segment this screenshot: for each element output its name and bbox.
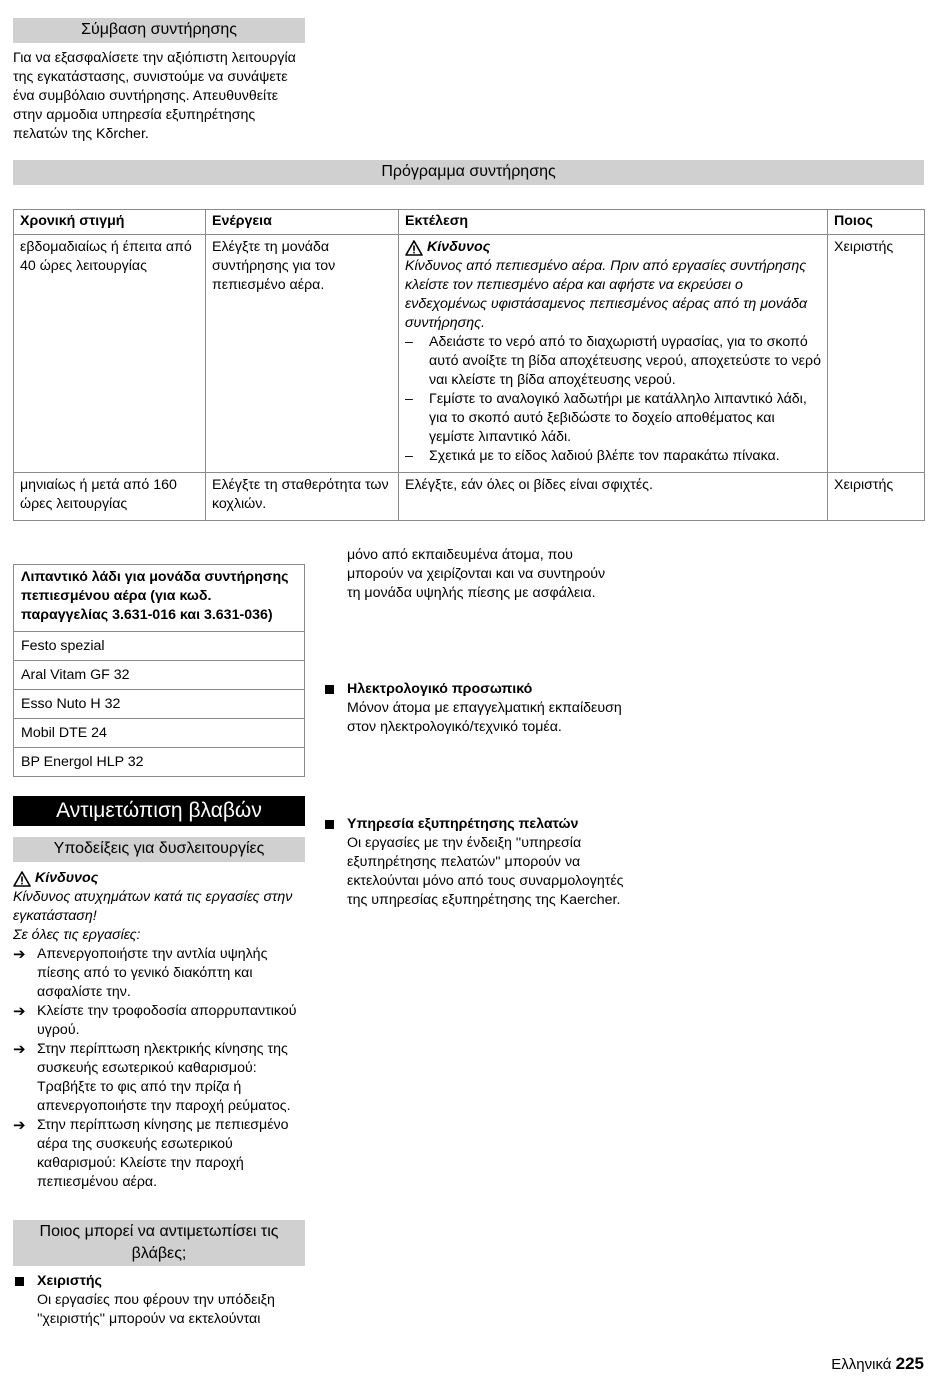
operator-block — [13, 1272, 305, 1329]
lubricant-oil-table — [13, 564, 305, 777]
square-bullet-icon — [15, 1277, 24, 1286]
safety-steps — [13, 945, 305, 1192]
maintenance-steps — [405, 333, 821, 466]
arrow-right-icon: ➔ — [13, 1117, 26, 1134]
chapter-title-troubleshooting: Αντιμετώπιση βλαβών — [13, 796, 305, 826]
operator-title: Χειριστής — [37, 1273, 102, 1289]
warning-heading — [13, 869, 305, 888]
maintenance-schedule-table — [13, 209, 925, 521]
oil-table-row: BP Energol HLP 32 — [21, 754, 144, 770]
column-header-action: Ενέργεια — [206, 210, 399, 235]
page-footer — [831, 1354, 924, 1375]
square-bullet-icon — [325, 685, 334, 694]
cell-execution: Ελέγξτε, εάν όλες οι βίδες είναι σφιχτές. — [399, 473, 828, 521]
column-header-time: Χρονική στιγμή — [14, 210, 206, 235]
electrician-text: Μόνον άτομα με επαγγελματική εκπαίδευση στον ηλεκτρολογικό/τεχνικό τομέα. — [347, 700, 622, 735]
footer-language: Ελληνικά — [831, 1356, 892, 1373]
oil-table-row: Festo spezial — [14, 632, 304, 661]
cell-time: εβδομαδιαίως ή έπειτα από 40 ώρες λειτουργίας — [14, 235, 206, 473]
list-item: ➔ Στην περίπτωση ηλεκτρικής κίνησης της συσκευής εσωτερικού καθαρισμού: Τραβήξτε το φις από την πρίζα ή απενεργοποιήστε την παροχή ρεύματος. — [13, 1041, 291, 1114]
oil-table-row: Mobil DTE 24 — [14, 719, 304, 748]
list-item: ➔ Απενεργοποιήστε την αντλία υψηλής πίεσης από το γενικό διακόπτη και ασφαλίστε την. — [13, 946, 268, 1000]
electrician-title: Ηλεκτρολογικό προσωπικό — [347, 681, 533, 697]
warning-triangle-icon — [405, 240, 423, 256]
cell-time: μηνιαίως ή μετά από 160 ώρες λειτουργίας — [14, 473, 206, 521]
operator-text-continued: μόνο από εκπαιδευμένα άτομα, που μπορούν να χειρίζονται και να συντηρούν τη μονάδα υψηλής πίεσης με ασφάλεια. — [347, 547, 606, 601]
oil-table-row: Esso Nuto H 32 — [14, 690, 304, 719]
cell-who: Χειριστής — [828, 473, 925, 521]
arrow-right-icon: ➔ — [13, 1041, 26, 1058]
table-row — [14, 235, 925, 473]
section-heading-schedule: Πρόγραμμα συντήρησης — [13, 160, 924, 185]
warning-heading — [405, 238, 821, 257]
cell-action: Ελέγξτε τη σταθερότητα των κοχλιών. — [206, 473, 399, 521]
warning-text: Κίνδυνος από πεπιεσμένο αέρα. Πριν από εργασίες συντήρησης κλείστε τον πεπιεσμένο αέρα και αφήστε να εκρεύσει ο ενδεχομένως υφιστάσαμενος πεπιεσμένος αέρας από τη μονάδα συντήρησης. — [405, 258, 808, 331]
list-item: – Αδειάστε το νερό από το διαχωριστή υγρασίας, για το σκοπό αυτό ανοίξτε τη βίδα αποχέτευσης νερού, αποχετεύστε το νερό ναι κλείστε τη βίδα αποχέτευσης νερού. — [405, 333, 821, 390]
warning-text: Κίνδυνος ατυχημάτων κατά τις εργασίες στην εγκατάσταση! — [13, 889, 293, 924]
page-number: 225 — [895, 1354, 924, 1373]
list-item: ➔ Στην περίπτωση κίνησης με πεπιεσμένο αέρα της συσκευής εσωτερικού καθαρισμού: Κλείστε την παροχή πεπιεσμένου αέρα. — [13, 1117, 289, 1190]
column-header-execution: Εκτέλεση — [399, 210, 828, 235]
section-heading-who-can-fix: Ποιος μπορεί να αντιμετωπίσει τις βλάβες; — [13, 1220, 305, 1266]
electrician-block — [323, 680, 637, 737]
list-item: ➔ Κλείστε την τροφοδοσία απορρυπαντικού υγρού. — [13, 1003, 297, 1038]
warning-title: Κίνδυνος — [427, 239, 491, 255]
warning-title: Κίνδυνος — [35, 870, 99, 886]
section-heading-contract: Σύμβαση συντήρησης — [13, 18, 305, 43]
oil-table-row: Aral Vitam GF 32 — [14, 661, 304, 690]
oil-table-header: Λιπαντικό λάδι για μονάδα συντήρησης πεπιεσμένου αέρα (για κωδ. παραγγελίας 3.631-016 και 3.631-036) — [14, 565, 304, 632]
table-row — [14, 473, 925, 521]
arrow-right-icon: ➔ — [13, 1003, 26, 1020]
section-heading-fault-hints: Υποδείξεις για δυσλειτουργίες — [13, 837, 305, 862]
service-text: Οι εργασίες με την ένδειξη ''υπηρεσία εξυπηρέτησης πελατών'' μπορούν να εκτελούνται μόνο από τους συναρμολογητές της υπηρεσίας εξυπηρέτησης της Kaercher. — [347, 835, 624, 908]
cell-who: Χειριστής — [828, 235, 925, 473]
warning-triangle-icon — [13, 871, 31, 887]
cell-execution — [399, 235, 828, 473]
arrow-right-icon: ➔ — [13, 946, 26, 963]
table-header-row — [14, 210, 925, 235]
operator-text: Οι εργασίες που φέρουν την υπόδειξη ''χειριστής'' μπορούν να εκτελούνται — [37, 1292, 275, 1327]
cell-action: Ελέγξτε τη μονάδα συντήρησης για τον πεπιεσμένο αέρα. — [206, 235, 399, 473]
customer-service-block — [323, 815, 637, 910]
all-work-label: Σε όλες τις εργασίες: — [13, 927, 141, 943]
list-item: – Γεμίστε το αναλογικό λαδωτήρι με κατάλληλο λιπαντικό λάδι, για το σκοπό αυτό ξεβιδώστε το δοχείο αποθέματος και γεμίστε λιπαντικό λάδι. — [405, 390, 821, 447]
service-title: Υπηρεσία εξυπηρέτησης πελατών — [347, 816, 579, 832]
column-header-who: Ποιος — [828, 210, 925, 235]
list-item: – Σχετικά με το είδος λαδιού βλέπε τον παρακάτω πίνακα. — [405, 447, 821, 466]
contract-text: Για να εξασφαλίσετε την αξιόπιστη λειτουργία της εγκατάστασης, συνιστούμε να συνάψετε ένα συμβόλαιο συντήρησης. Απευθυνθείτε στην αρμοδια υπηρεσία εξυπηρέτησης πελατών της Kδrcher. — [13, 50, 296, 142]
square-bullet-icon — [325, 820, 334, 829]
fault-hints-block — [13, 869, 305, 1192]
